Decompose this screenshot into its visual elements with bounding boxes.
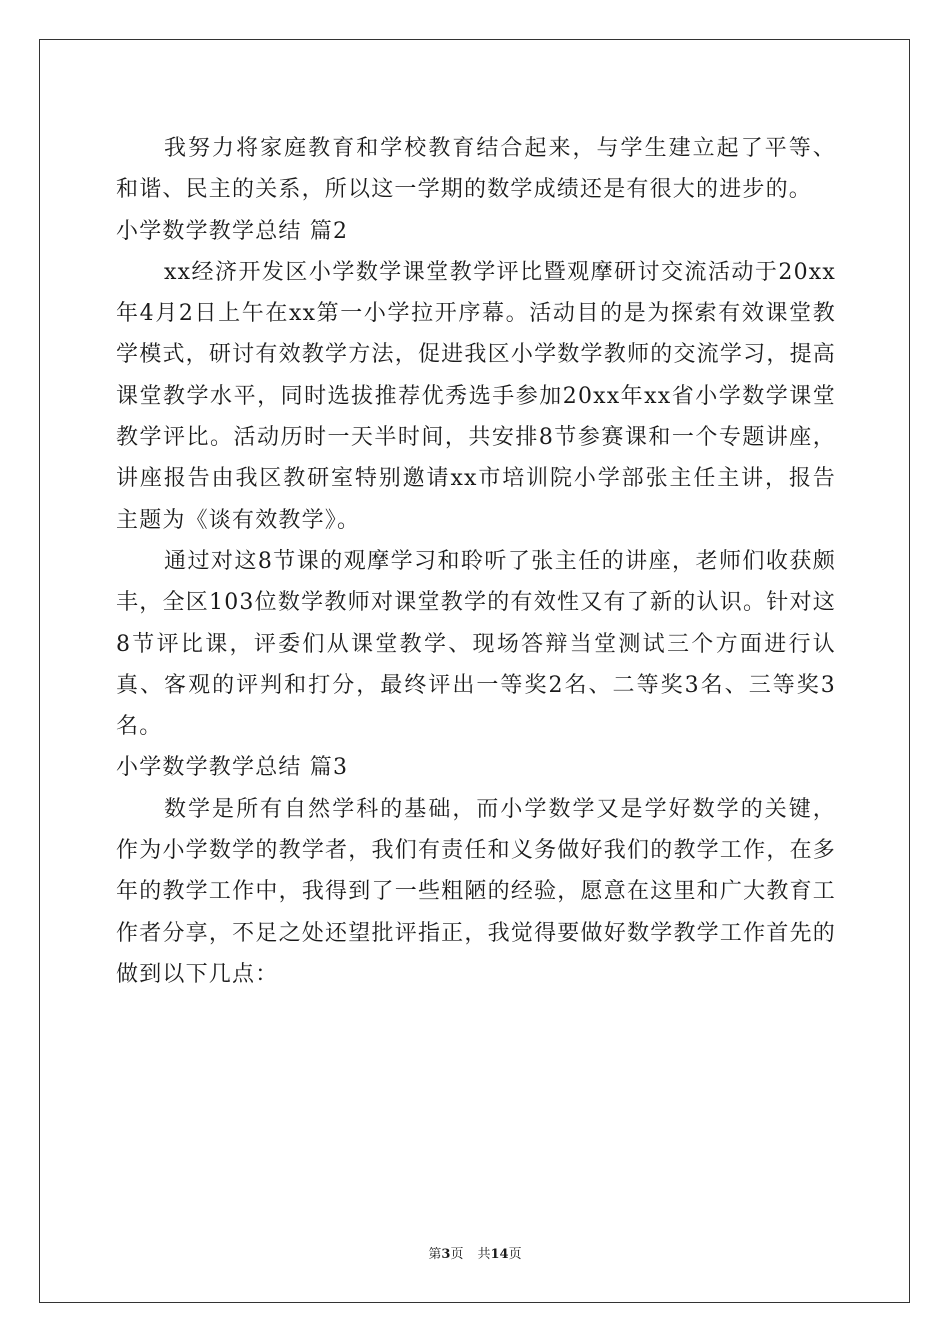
total-prefix: 共 <box>477 1247 491 1262</box>
total-suffix: 页 <box>508 1247 522 1262</box>
page-total: 14 <box>490 1247 509 1262</box>
section-heading-2: 小学数学教学总结 篇2 <box>116 218 349 244</box>
paragraph-math-foundation: 数学是所有自然学科的基础，而小学数学又是学好数学的关键，作为小学数学的教学者，我们有责任和义务做好我们的教学工作，在多年的教学工作中，我得到了一些粗陋的经验，愿意在这里和广大教育工作者分享，不足之处还望批评指正，我觉得要做好数学教学工作首先的做到以下几点： <box>116 796 836 987</box>
paragraph-results: 通过对这8节课的观摩学习和聆听了张主任的讲座，老师们收获颇丰，全区103位数学教师对课堂教学的有效性又有了新的认识。针对这8节评比课，评委们从课堂教学、现场答辩当堂测试三个方面进行认真、客观的评判和打分，最终评出一等奖2名、二等奖3名、三等奖3名。 <box>116 548 836 740</box>
paragraph-intro: 我努力将家庭教育和学校教育结合起来，与学生建立起了平等、和谐、民主的关系，所以这一学期的数学成绩还是有很大的进步的。 <box>116 136 836 203</box>
section-heading-3: 小学数学教学总结 篇3 <box>116 755 349 781</box>
paragraph-activity: xx经济开发区小学数学课堂教学评比暨观摩研讨交流活动于20xx年4月2日上午在xx第一小学拉开序幕。活动目的是为探索有效课堂教学模式，研讨有效教学方法，促进我区小学数学教师的交流学习，提高课堂教学水平，同时选拔推荐优秀选手参加20xx年xx省小学数学课堂教学评比。活动历时一天半时间，共安排8节参赛课和一个专题讲座，讲座报告由我区教研室特别邀请xx市培训院小学部张主任主讲，报告主题为《谈有效教学》。 <box>116 259 836 533</box>
page-current: 3 <box>441 1247 451 1262</box>
page-prefix: 第 <box>428 1247 442 1262</box>
document-body <box>116 128 836 995</box>
page-footer <box>0 1246 950 1264</box>
page-suffix: 页 <box>450 1247 464 1262</box>
